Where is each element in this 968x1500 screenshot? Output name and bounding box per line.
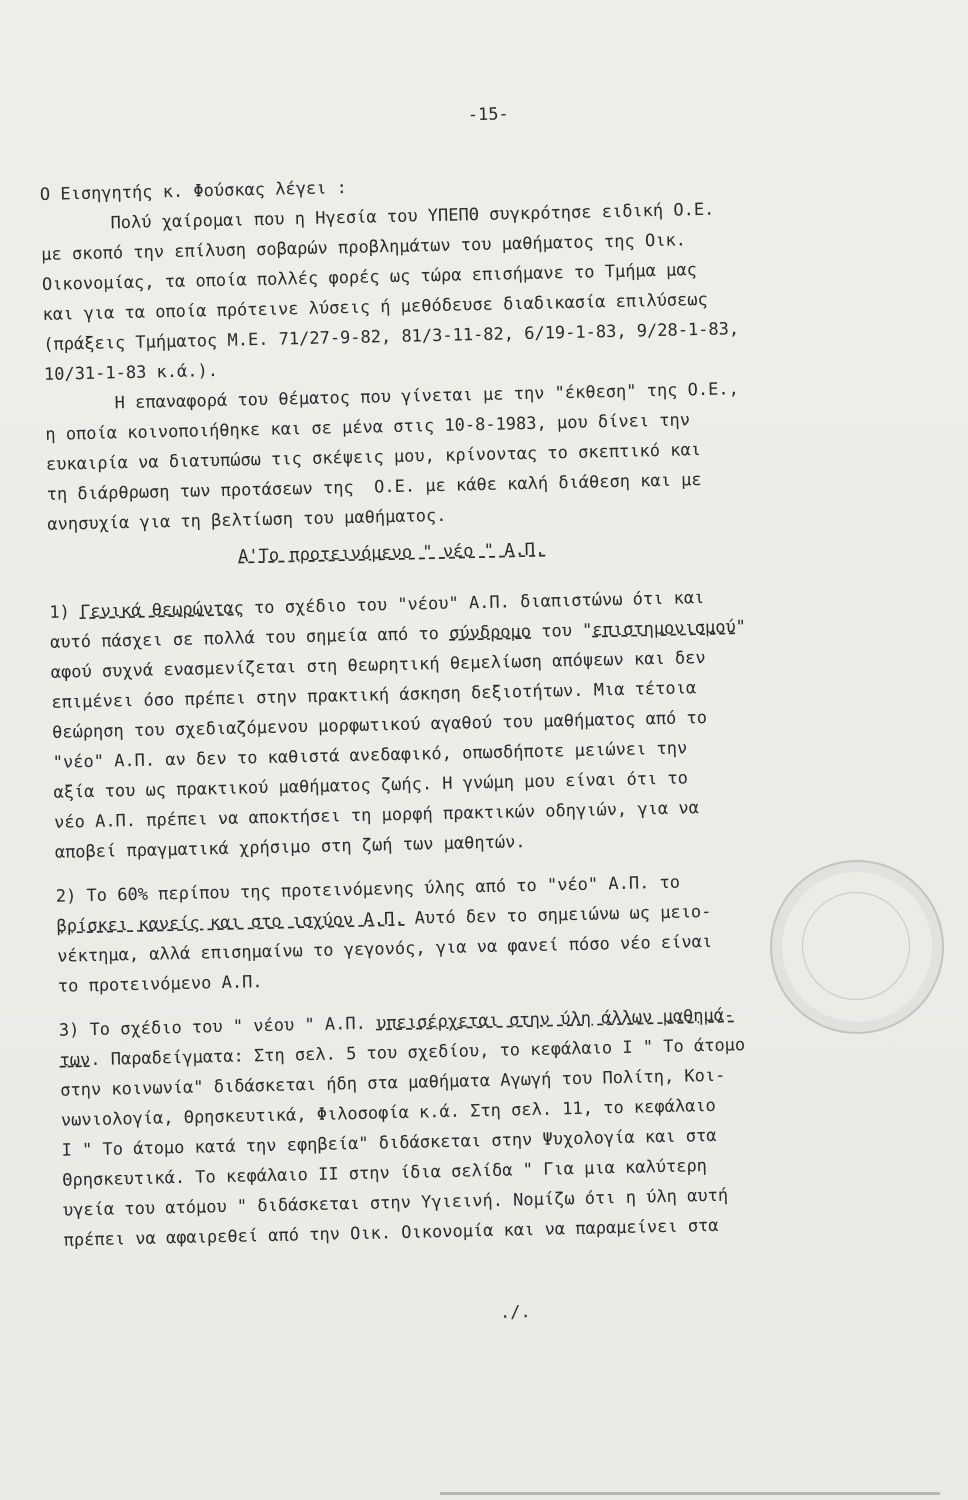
text-line: θεώρηση του σχεδιαζόμενου μορφωτικού αγαθού του μαθήματος από το [51,707,708,743]
text-span: 3) Το σχέδιο του " νέου " Α.Π. [58,1013,377,1041]
text-line: (πράξεις Τμήματος Μ.Ε. 71/27-9-82, 81/3-11-82, 6/19-1-83, 9/28-1-83, [43,319,740,355]
section-heading: Α'Το προτεινόμενο " νέο " Α.Π. [237,539,546,567]
text-line: Η επαναφορά του θέματος που γίνεται με την "έκθεση" της Ο.Ε., [114,379,740,414]
text-line: Πολύ χαίρομαι που η Ηγεσία του ΥΠΕΠΘ συγκρότησε ειδική Ο.Ε. [110,199,715,234]
text-line: ευκαιρία να διατυπώσω τις σκέψεις μου, κρίνοντας το σκεπτικό και [45,440,702,475]
text-line: 2) Το 60% περίπου της προτεινόμενης ύλης από το "νέο" Α.Π. το [55,872,681,907]
end-mark: ./. [499,1302,531,1323]
text-line: αποβεί πραγματικά χρήσιμο στη ζωή των μαθητών. [54,832,526,863]
page-number: -15- [467,104,509,126]
text-line: το προτεινόμενο Α.Π. [57,972,263,997]
text-span: " [735,617,747,638]
text-line: υγεία του ατόμου " διδάσκεται στην Υγιεινή. Νομίζω ότι η ύλη αυτή [62,1185,729,1221]
text-line: αξία του ως πρακτικού μαθήματος ζωής. Η γνώμη μου είναι ότι το [53,768,689,803]
paragraph-2 [44,370,947,540]
text-line: στην κοινωνία" διδάσκεται ήδη στα μαθήματα Αγωγή του Πολίτη, Κοι- [60,1065,726,1101]
underlined-phrase: σύνδρομο [448,621,532,644]
text-line: επιμένει όσο πρέπει στην πρακτική άσκηση δεξιοτήτων. Μια τέτοια [51,678,697,713]
typed-text [38,90,966,1338]
underlined-phrase: υπεισέρχεται στην ύλη άλλων μαθημά- [375,1005,735,1034]
text-span: το σχέδιο του "νέου" Α.Π. διαπιστώνω ότι και [243,588,705,619]
paragraph-1 [40,190,944,390]
text-line: νωνιολογία, Θρησκευτικά, Φιλοσοφία κ.ά. Στη σελ. 11, το κεφάλαιο [60,1095,717,1131]
text-span: . Παραδείγματα: Στη σελ. 5 του σχεδίου, το κεφάλαιο Ι " Το άτομο [90,1035,746,1071]
underlined-phrase: Γενικά θεωρώντας [79,598,245,623]
stamp-inner-ring [802,892,910,1000]
text-line: πρέπει να αφαιρεθεί από την Οικ. Οικονομία και να παραμείνει στα [63,1215,719,1251]
underlined-phrase: επιστημονισμού [592,617,736,641]
section-1 [49,577,955,867]
text-line: με σκοπό την επίλυση σοβαρών προβλημάτων του μαθήματος της Οικ. [41,230,687,265]
underlined-phrase: των [59,1050,91,1071]
underlined-phrase: βρίσκει κανείς και στο ισχύον Α.Π. [56,908,405,937]
text-line: τη διάρθρωση των προτάσεων της Ο.Ε. με κάθε καλή διάθεση και με [46,470,702,505]
text-line: και για τα οποία πρότεινε λύσεις ή μεθόδευσε διαδικασία επιλύσεως [42,289,708,325]
item-number: 1) [49,602,81,623]
text-line: αφού συχνά ενασμενίζεται στη θεωρητική θεμελίωση απόψεων και δεν [50,647,706,683]
text-line: 10/31-1-83 κ.ά.). [43,360,219,385]
text-line: νέο Α.Π. πρέπει να αποκτήσει τη μορφή πρακτικών οδηγιών, για να [53,798,700,833]
text-span: του " [530,620,593,642]
intro-line: Ο Εισηγητής κ. Φούσκας λέγει : [39,178,348,205]
text-line: η οποία κοινοποιήθηκε και σε μένα στις 10-8-1983, μου δίνει την [45,410,691,445]
text-line: "νέο" Α.Π. αν δεν το καθιστά ανεδαφικό, οπωσδήποτε μειώνει την [52,738,688,773]
text-line: Οικονομίας, τα οποία πολλές φορές ως τώρα επισήμανε το Τμήμα μας [41,260,698,295]
text-line: Θρησκευτικά. Το κεφάλαιο ΙΙ στην ίδια σελίδα " Για μια καλύτερη [62,1156,708,1191]
text-span: Αυτό δεν το σημειώνω ως μειο- [404,901,712,929]
text-line: νέκτημα, αλλά επισημαίνω το γεγονός, για να φανεί πόσο νέο είναι [56,931,713,967]
text-line: Ι " Το άτομο κατά την εφηβεία" διδάσκεται στην Ψυχολογία και στα [61,1125,717,1161]
section-3 [59,995,964,1255]
text-line: ανησυχία για τη βελτίωση του μαθήματος. [47,505,447,535]
text-span: αυτό πάσχει σε πολλά του σημεία από το [49,623,450,653]
page-bottom-edge [440,1492,940,1495]
library-stamp-icon [770,860,944,1034]
